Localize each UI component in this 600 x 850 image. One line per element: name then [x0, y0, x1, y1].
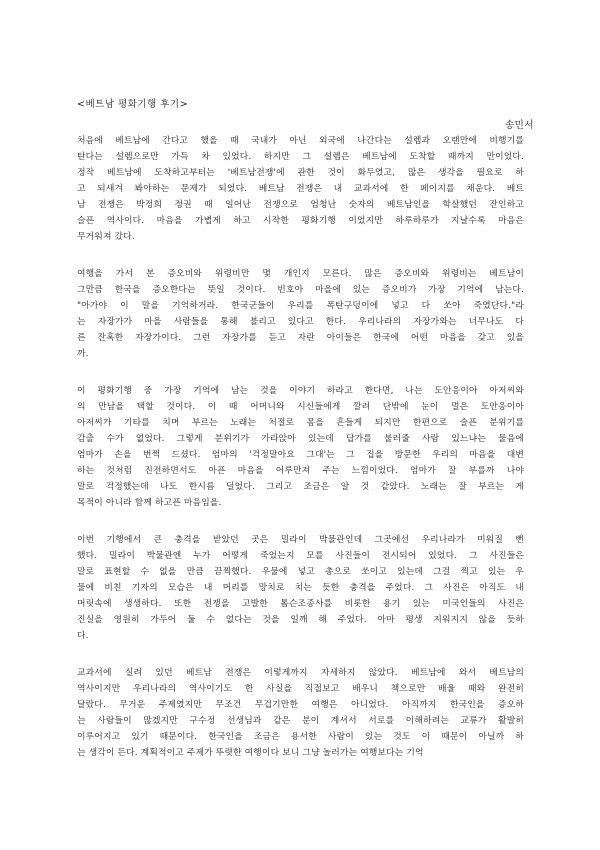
text-line: 무거워져 갔다. [77, 232, 135, 242]
text-line: 남 전쟁은 박정희 정권 때 일어난 전쟁으로 엄청난 숫자의 베트남인을 학살했던 잔인하고 [77, 200, 524, 210]
paragraph [77, 383, 524, 511]
text-line: 머릿속에 생생하다. 또한 전쟁을 고발한 톰슨조종사를 비롯한 용기 있는 미국인들의 사진은 [77, 599, 524, 609]
text-line: 는 자장가가 마을 사람들을 통해 불리고 있다고 한다. 우리나라의 자장가와는 너무나도 다 [77, 317, 524, 327]
text-line: 이 평화기행 중 가장 기억에 남는 것을 이야기 하라고 한다면, 나는 도안응이아 아저씨와 [77, 386, 524, 396]
paragraph [77, 665, 524, 761]
paragraph [77, 266, 524, 362]
text-line: 달랐다. 무거운 주제였지만 무조건 무겁기만한 여행은 아니었다. 아직까지 한국인을 증오하 [77, 700, 524, 710]
text-line: 슬픈 역사이다. 마음을 가볍게 하고 시작한 평화기행 이었지만 하루하루가 지날수록 마음은 [77, 216, 524, 226]
text-line: 물에 비친 기자의 모습은 내 머리를 망치로 치는 듯한 충격을 주었다. 그 사진은 아직도 내 [77, 583, 524, 593]
document-author: 송민서 [504, 120, 534, 131]
text-line: 아저씨가 기타를 치며 부르는 노래는 처절로 몸을 흔들게 되지만 한편으로 슬픈 분위기를 [77, 418, 524, 428]
text-line: "아가야 이 말을 기억하거라. 한국군들이 우리를 폭탄구덩이에 넣고 다 쏘아 죽였단다."라 [77, 301, 524, 311]
text-line: 감출 수가 없었다. 그렇게 분위기가 가라앉아 있는데 답가를 불러줄 사람 있느냐는 물음에 [77, 434, 524, 444]
paragraph [77, 532, 524, 644]
text-line: 엄마가 손을 번쩍 드셨다. 엄마의 '걱정말아요 그대'는 그 집을 방문한 우리의 마음을 대변 [77, 450, 524, 460]
text-line: 이루어지고 있기 때문이다. 한국인을 조금은 용서한 사람이 있는 것도 이 때문이 아닐까 하 [77, 732, 524, 742]
text-line: 진실을 영원히 가두어 둘 수 없다는 것을 일깨 해 주었다. 아마 평생 지워지지 않을 듯하 [77, 615, 524, 625]
text-line: 처음에 베트남에 간다고 했을 때 국내가 아닌 외국에 나간다는 설렘과 오랜만에 비행기를 [77, 136, 524, 146]
text-line: 목적이 아니라 함께 하고픈 마음임을. [77, 498, 222, 508]
text-line: 했다. 밀라이 박물관엔 누가 어떻게 죽었는지 모를 사진들이 전시되어 있었다. 그 사진들은 [77, 551, 524, 561]
text-line: 교과서에 실려 있던 베트남 전쟁은 이렇게까지 자세하지 않았다. 베트남에 와서 베트남의 [77, 668, 524, 678]
text-line: 역사이지만 우리나라의 역사이기도 한 사실을 직접보고 배우니 책으로만 배울 때와 완전히 [77, 684, 524, 694]
text-line: 까. [77, 349, 89, 359]
text-line: 하는 것처럼 진전하면서도 아픈 마음을 어루만져 주는 느낌이었다. 엄마가 잘 부를까 나야 [77, 466, 524, 476]
text-line: 의 만남을 택할 것이다. 이 때 어머니와 시신들에게 깔려 단밖에 눈이 멀은 도안응이아 [77, 402, 524, 412]
text-line: 이번 기행에서 큰 충격을 받았던 곳은 밀라이 박물관인데 그곳에선 우리나라가 미워질 뻔 [77, 535, 524, 545]
text-line: 말로 표현할 수 없을 만큼 끔찍했다. 우물에 넣고 총으로 쏘이고 있는데 그걸 찍고 있는 우 [77, 567, 524, 577]
text-line: 그만큼 한국을 증오한다는 뜻일 것이다. 빈호아 마을에 있는 증오비가 가장 기억에 남는다. [77, 285, 524, 295]
text-line: 른 잔혹한 자장가이다. 그런 자장가를 듣고 자란 아이들은 한국에 어떤 마음을 갖고 있을 [77, 333, 524, 343]
text-line: 고 되새겨 봐야하는 문제가 되었다. 베트남 전쟁은 내 교과서에 한 페이지를 채운다. 베트 [77, 184, 524, 194]
text-line: 여행을 가서 본 증오비와 위령비만 몇 개인지 모른다. 많은 증오비와 위령비는 베트남이 [77, 269, 524, 279]
document-title: <베트남 평화기행 후기> [77, 99, 189, 110]
text-line: 말로 걱정했는데 나도 한시름 덜었다. 그리고 조금은 알 것 같았다. 노래는 잘 부르는 게 [77, 482, 524, 492]
paragraph [77, 133, 524, 245]
text-line: 다. [77, 631, 89, 641]
text-line: 정작 베트남에 도착하고부터는 '베트남전쟁'에 관한 것이 화두였고, 많은 생각을 필요로 하 [77, 168, 524, 178]
text-line: 는 생각이 든다. 계획적이고 주제가 뚜렷한 여행이다 보니 그냥 놀러가는 여행보다는 기억 [77, 748, 424, 758]
document-body [77, 133, 524, 782]
text-line: 탄다는 설렘으로만 가득 차 있었다. 하지만 그 설렘은 베트남에 도착할 때까지 만이었다. [77, 152, 524, 162]
text-line: 는 사람들이 많겠지만 구수정 선생님과 같은 분이 계셔서 서로를 이해하려는 교류가 활발히 [77, 716, 524, 726]
